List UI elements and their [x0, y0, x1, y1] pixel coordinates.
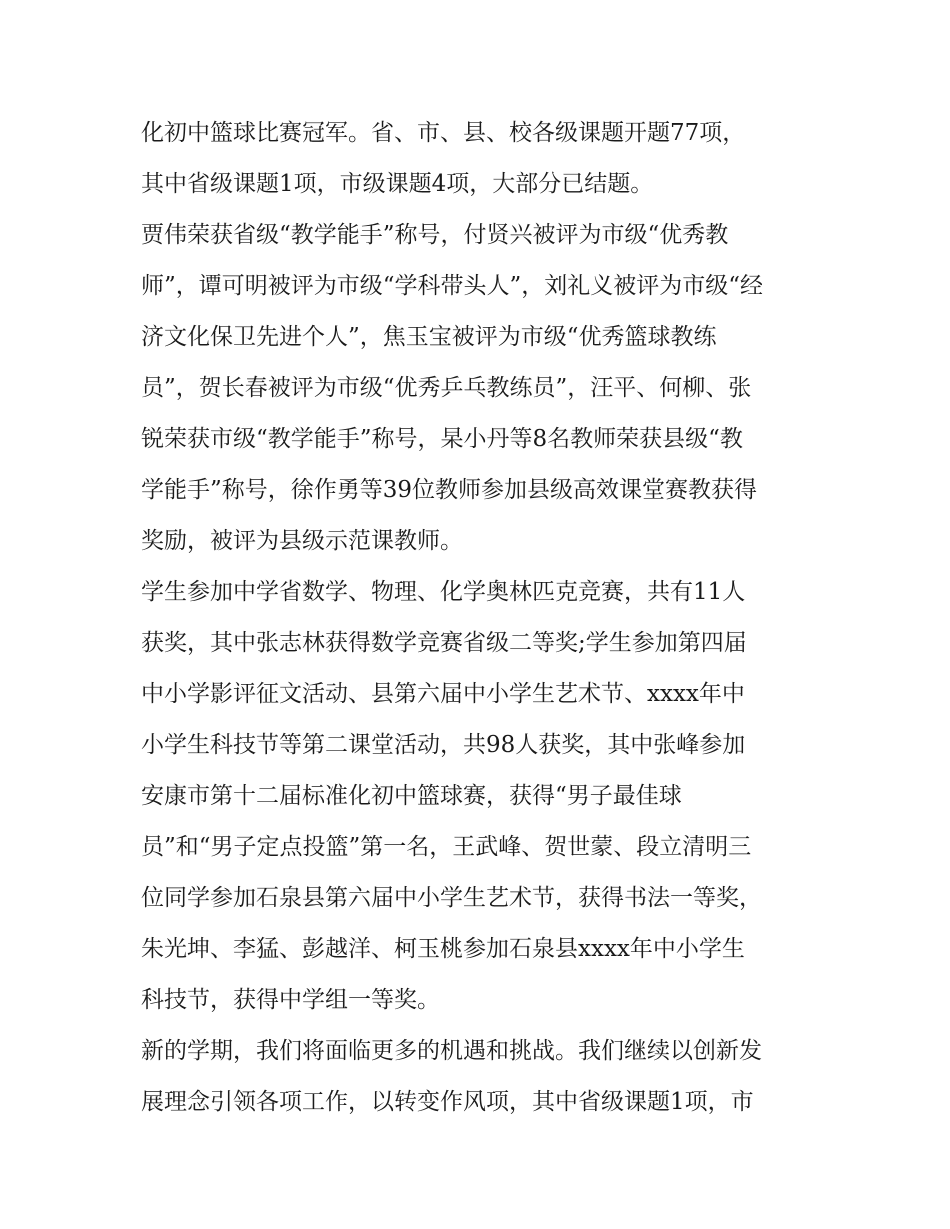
- text-line: 师”，谭可明被评为市级“学科带头人”，刘礼义被评为市级“经: [141, 273, 764, 299]
- text-line: 学能手”称号，徐作勇等39位教师参加县级高效课堂赛教获得: [141, 477, 758, 503]
- text-line: 其中省级课题1项，市级课题4项，大部分已结题。: [141, 171, 654, 197]
- text-line: 学生参加中学省数学、物理、化学奥林匹克竞赛，共有11人: [141, 579, 746, 605]
- text-line: 安康市第十二届标准化初中篮球赛，获得“男子最佳球: [141, 783, 682, 809]
- text-line: 员”和“男子定点投篮”第一名，王武峰、贺世蒙、段立清明三: [141, 834, 752, 860]
- text-line: 位同学参加石泉县第六届中小学生艺术节，获得书法一等奖，: [141, 885, 762, 911]
- text-line: 展理念引领各项工作，以转变作风项，其中省级课题1项，市: [141, 1089, 754, 1115]
- text-line: 化初中篮球比赛冠军。省、市、县、校各级课题开题77项，: [141, 120, 746, 146]
- text-line: 济文化保卫先进个人”，焦玉宝被评为市级“优秀篮球教练: [141, 324, 717, 350]
- text-line: 新的学期，我们将面临更多的机遇和挑战。我们继续以创新发: [141, 1038, 762, 1064]
- text-line: 奖励，被评为县级示范课教师。: [141, 528, 463, 554]
- document-body: [141, 108, 821, 1128]
- text-line: 小学生科技节等第二课堂活动，共98人获奖，其中张峰参加: [141, 732, 746, 758]
- text-line: 获奖，其中张志林获得数学竞赛省级二等奖;学生参加第四届: [141, 630, 747, 656]
- text-line: 锐荣获市级“教学能手”称号，杲小丹等8名教师荣获县级“教: [141, 426, 743, 452]
- text-line: 科技节，获得中学组一等奖。: [141, 987, 440, 1013]
- text-line: 贾伟荣获省级“教学能手”称号，付贤兴被评为市级“优秀教: [141, 222, 729, 248]
- text-line: 朱光坤、李猛、彭越洋、柯玉桃参加石泉县xxxx年中小学生: [141, 936, 745, 962]
- text-line: 中小学影评征文活动、县第六届中小学生艺术节、xxxx年中: [141, 681, 745, 707]
- text-line: 员”，贺长春被评为市级“优秀乒乓教练员”，汪平、何柳、张: [141, 375, 752, 401]
